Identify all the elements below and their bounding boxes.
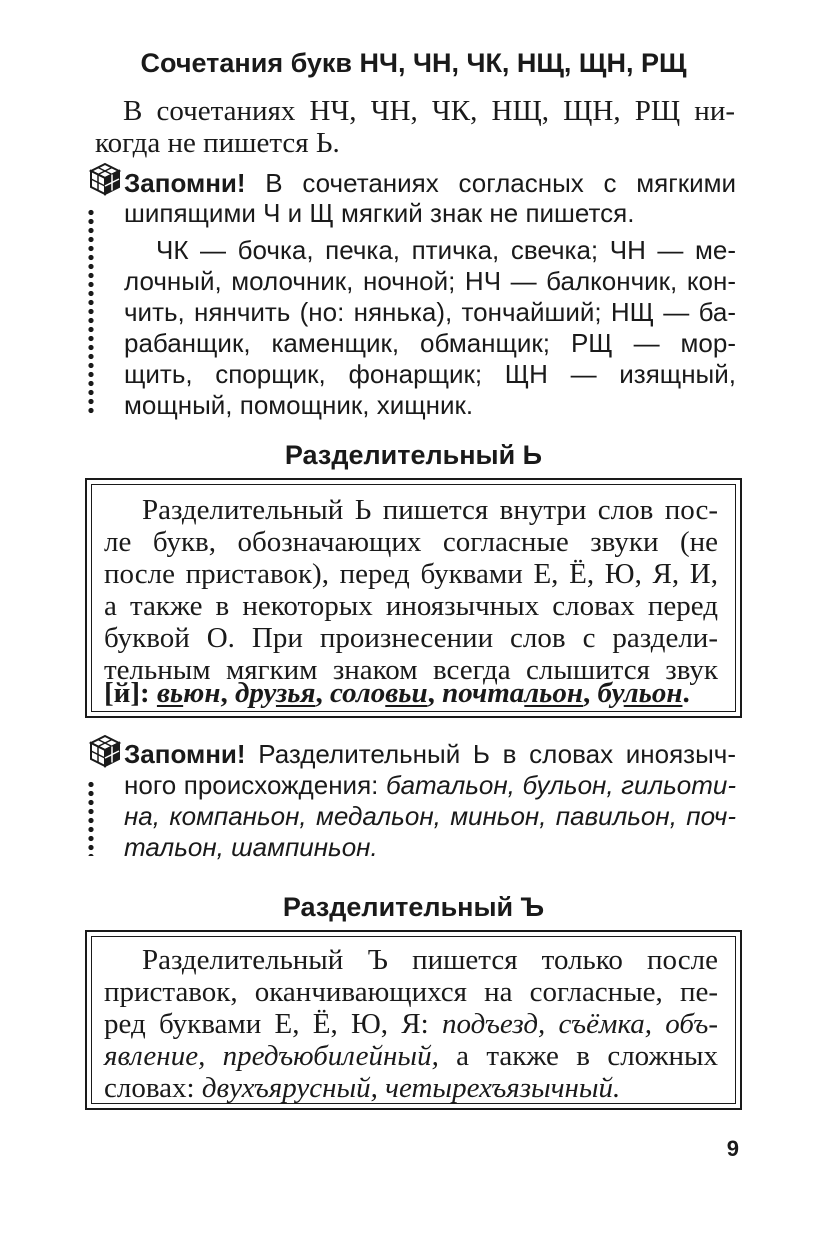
rule-line-1: В сочетаниях НЧ, ЧН, ЧК, НЩ, ЩН, РЩ ни-	[123, 95, 735, 127]
hard-line-1: Разделительный Ъ пишется только после	[142, 944, 718, 976]
hard-line-3: ред буквами Е, Ё, Ю, Я: подъезд, съёмка, объ-	[104, 1008, 718, 1040]
box-line-6: тельным мягким знаком всегда слышится звук	[104, 654, 718, 686]
remember2-line-3: на, компаньон, медальон, миньон, павильон, поч-	[124, 801, 736, 831]
hard-line-5: словах: двухъярусный, четырехъязычный.	[104, 1072, 621, 1104]
example-word: соловьи	[329, 677, 428, 709]
remember-label: Запомни!	[124, 168, 246, 198]
remember2-line-4: тальон, шампиньон.	[124, 832, 378, 862]
section-title-combinations: Сочетания букв НЧ, ЧН, ЧК, НЩ, ЩН, РЩ	[140, 48, 687, 78]
example-word: почтальон	[442, 677, 584, 709]
example-line-2: лочный, молочник, ночной; НЧ — балкончик, кон-	[124, 266, 736, 296]
box-line-5: буквой О. При произнесении слов с раздели-	[104, 622, 718, 654]
section-title-hard-sign: Разделительный Ъ	[282, 892, 545, 922]
example-line-3: чить, нянчить (но: нянька), тончайший; НЩ — ба-	[124, 297, 736, 327]
box-line-7: [й]: вьюн, друзья, соловьи, почтальон, бульон.	[104, 677, 690, 709]
dotted-margin-line	[88, 208, 94, 414]
example-word: вьюн	[156, 677, 221, 709]
box-line-4: а также в некоторых иноязычных словах перед	[104, 590, 718, 622]
cube-icon	[88, 162, 122, 196]
rule-line-2: когда не пишется Ь.	[95, 127, 340, 159]
remember-label-2: Запомни!	[124, 739, 246, 769]
remember-line-1: Запомни! В сочетаниях согласных с мягкими	[124, 168, 736, 198]
example-word: друзья	[234, 677, 316, 709]
box-line-1: Разделительный Ь пишется внутри слов пос-	[142, 494, 718, 526]
example-line-6: мощный, помощник, хищник.	[124, 390, 474, 420]
page-number: 9	[726, 1136, 739, 1161]
example-line-1: ЧК — бочка, печка, птичка, свечка; ЧН — ме-	[156, 235, 736, 265]
hard-line-4: явление, предъюбилейный, а также в сложных	[104, 1040, 718, 1072]
remember-line-2: шипящими Ч и Щ мягкий знак не пишется.	[124, 198, 635, 228]
example-line-4: рабанщик, каменщик, обманщик; РЩ — мор-	[124, 328, 736, 358]
box-line-2: ле букв, обозначающих согласные звуки (не	[104, 526, 718, 558]
example-word: бульон	[597, 677, 683, 709]
cube-icon	[88, 734, 122, 768]
example-line-5: щить, спорщик, фонарщик; ЩН — изящный,	[124, 359, 736, 389]
remember2-line-2: ного происхождения: батальон, бульон, гильоти-	[124, 770, 736, 800]
dotted-margin-line-2	[88, 780, 94, 856]
remember2-line-1: Запомни! Разделительный Ь в словах иноязыч-	[124, 739, 736, 769]
section-title-soft-sign: Разделительный Ь	[284, 440, 543, 470]
box-line-3: после приставок), перед буквами Е, Ё, Ю, Я, И,	[104, 558, 718, 590]
hard-line-2: приставок, оканчивающихся на согласные, пе-	[104, 976, 718, 1008]
